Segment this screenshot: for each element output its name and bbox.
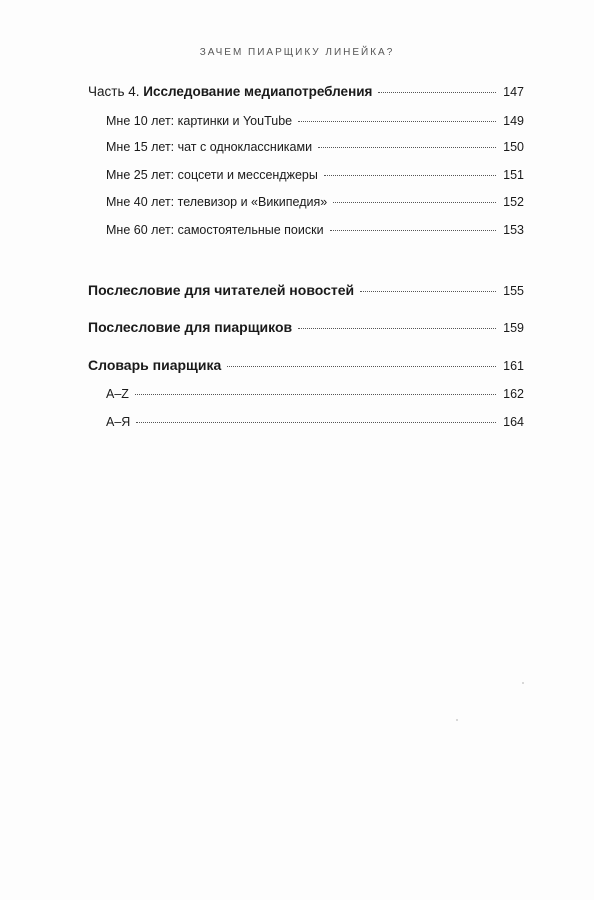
dot-leader [135,394,496,395]
page-number: 149 [503,114,524,128]
toc-entry-title: Послесловие для пиарщиков [88,319,293,335]
toc-entry-title: Мне 60 лет: самостоятельные поиски [106,223,324,237]
toc-entry-glossary[interactable] [88,357,524,377]
page-number: 164 [503,415,524,429]
page-number: 161 [503,359,524,373]
toc-entry-title: Мне 10 лет: картинки и YouTube [106,114,293,128]
part-name: Исследование медиапотребления [143,84,373,99]
toc-entry-sub[interactable] [88,195,524,215]
page-number: 147 [503,85,524,99]
dot-leader [330,230,496,231]
toc-entry-title: Словарь пиарщика [88,357,222,373]
dot-leader [360,291,496,292]
toc-entry-sub[interactable] [88,114,524,134]
toc-entry-afterword-pr[interactable] [88,319,524,339]
toc-entry-title: Послесловие для читателей новостей [88,282,355,298]
page-number: 159 [503,321,524,335]
dot-leader [136,422,496,423]
toc-entry-title: Мне 40 лет: телевизор и «Википедия» [106,195,328,209]
page-number: 155 [503,284,524,298]
toc-entry-sub[interactable] [88,168,524,188]
toc-entry-afterword-readers[interactable] [88,282,524,302]
toc-entry-title: A–Z [106,387,129,401]
dot-leader [298,328,496,329]
dot-leader [333,202,496,203]
toc-entry-title: Мне 15 лет: чат с одноклассниками [106,140,313,154]
paper-speck [456,719,458,721]
toc-entry-part4[interactable] [88,84,524,104]
toc-entry-sub[interactable] [88,415,524,435]
dot-leader [324,175,496,176]
page-number: 150 [503,140,524,154]
part-prefix: Часть 4. [88,84,140,99]
toc-entry-sub[interactable] [88,140,524,160]
page-number: 162 [503,387,524,401]
toc-entry-title: А–Я [106,415,131,429]
toc-entry-sub[interactable] [88,387,524,407]
paper-speck [522,682,524,684]
page-number: 153 [503,223,524,237]
running-head: ЗАЧЕМ ПИАРЩИКУ ЛИНЕЙКА? [199,47,395,58]
dot-leader [298,121,496,122]
toc-entry-title: Мне 25 лет: соцсети и мессенджеры [106,168,318,182]
dot-leader [318,147,496,148]
page-number: 152 [503,195,524,209]
toc-entry-sub[interactable] [88,223,524,243]
toc-entry-title [88,84,372,99]
dot-leader [378,92,496,93]
dot-leader [227,366,496,367]
page-number: 151 [503,168,524,182]
